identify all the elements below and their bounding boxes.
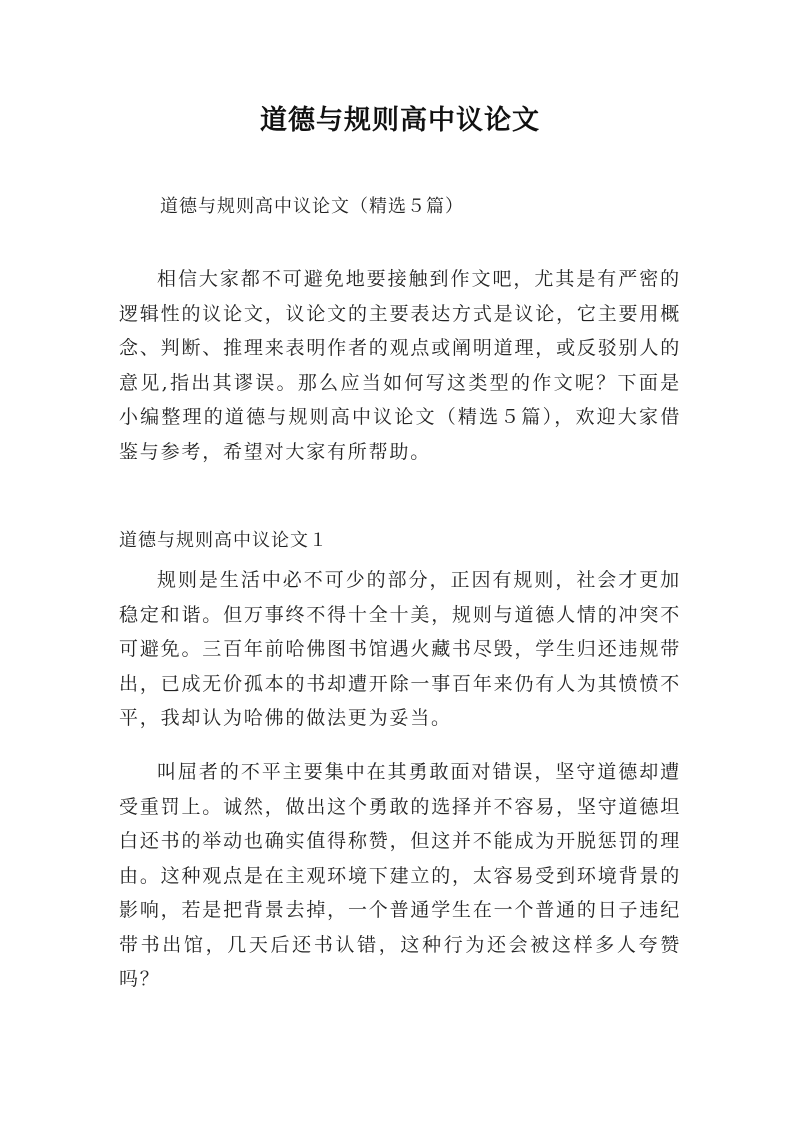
document-subtitle: 道德与规则高中议论文（精选５篇） (160, 196, 464, 217)
body-paragraph-2: 叫屈者的不平主要集中在其勇敢面对错误，坚守道德却遭受重罚上。诚然，做出这个勇敢的选择并不容易，坚守道德坦白还书的举动也确实值得称赞，但这并不能成为开脱惩罚的理由。这种观点是在主观环境下建立的，太容易受到环境背景的影响，若是把背景去掉，一个普通学生在一个普通的日子违纪带书出馆，几天后还书认错，这种行为还会被这样多人夸赞吗？ (119, 761, 681, 990)
document-title: 道德与规则高中议论文 (260, 105, 540, 136)
body-paragraph-1: 规则是生活中必不可少的部分，正因有规则，社会才更加稳定和谐。但万事终不得十全十美，规则与道德人情的冲突不可避免。三百年前哈佛图书馆遇火藏书尽毁，学生归还违规带出，已成无价孤本的书却遭开除一事百年来仍有人为其愤愤不平，我却认为哈佛的做法更为妥当。 (119, 569, 681, 729)
section-heading: 道德与规则高中议论文１ (119, 530, 328, 551)
intro-paragraph: 相信大家都不可避免地要接触到作文吧，尤其是有严密的逻辑性的议论文，议论文的主要表达方式是议论，它主要用概念、判断、推理来表明作者的观点或阐明道理，或反驳别人的意见,指出其谬误。那么应当如何写这类型的作文呢？下面是小编整理的道德与规则高中议论文（精选５篇），欢迎大家借鉴与参考，希望对大家有所帮助。 (119, 268, 681, 463)
